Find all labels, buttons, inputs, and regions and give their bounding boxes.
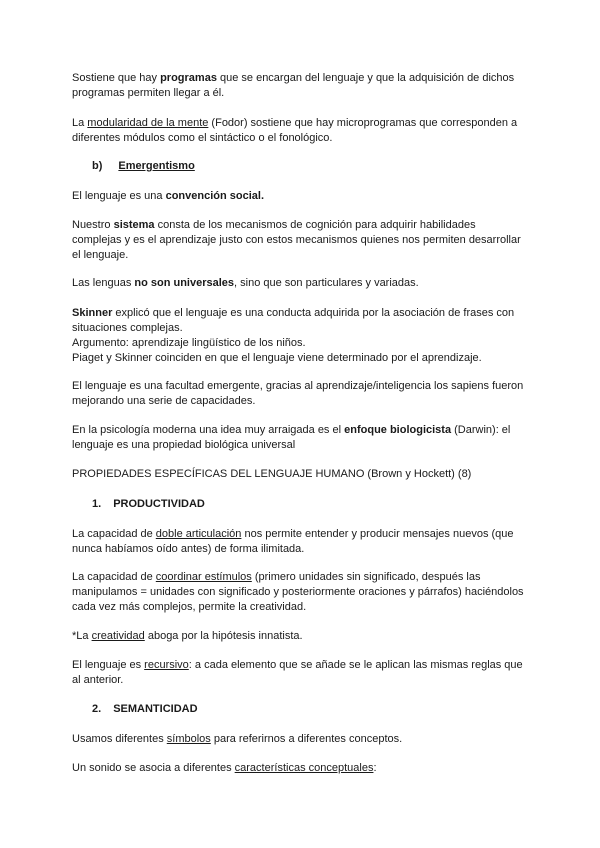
text-line: el lenguaje. <box>72 249 129 261</box>
bold-text: no son universales <box>134 277 235 289</box>
text: PROPIEDADES ESPECÍFICAS DEL LENGUAJE HUMANO (Brown y Hockett) (8) <box>72 468 472 480</box>
bold-text: sistema <box>113 219 155 231</box>
bold-text: Skinner <box>72 307 113 319</box>
heading-productividad <box>92 497 552 512</box>
text: : a cada elemento que se añade se le aplican las mismas reglas que <box>188 659 523 671</box>
paragraph-sistema <box>72 218 532 263</box>
text: nos permite entender y producir mensajes nuevos (que <box>241 528 514 540</box>
paragraph-biologicista <box>72 423 532 453</box>
text: Un sonido se asocia a diferentes <box>72 762 235 774</box>
text: Usamos diferentes <box>72 733 167 745</box>
text-line: nunca habíamos oído antes) de forma ilimitada. <box>72 543 305 555</box>
text-line: Argumento: aprendizaje lingüístico de los niños. <box>72 337 306 349</box>
paragraph-simbolos <box>72 732 532 747</box>
text: En la psicología moderna una idea muy arraigada es el <box>72 424 345 436</box>
text: *La <box>72 630 92 642</box>
paragraph-universales <box>72 276 532 291</box>
heading-number: b) <box>92 160 103 172</box>
text: El lenguaje es <box>72 659 145 671</box>
text-line: al anterior. <box>72 674 124 686</box>
text: La capacidad de <box>72 528 156 540</box>
text: que se encargan del lenguaje y que la adquisición de dichos <box>216 72 515 84</box>
paragraph-doble-articulacion <box>72 527 532 557</box>
bold-text: programas <box>160 72 217 84</box>
underlined-term: modularidad de la mente <box>87 117 209 129</box>
section-title-propiedades <box>72 467 532 482</box>
text: Nuestro <box>72 219 114 231</box>
text: explicó que el lenguaje es una conducta adquirida por la asociación de frases con <box>112 307 515 319</box>
text-line: situaciones complejas. <box>72 322 183 334</box>
underlined-term: creatividad <box>91 630 145 642</box>
text-line: programas permiten llegar a él. <box>72 87 225 99</box>
underlined-term: coordinar estímulos <box>155 571 252 583</box>
underlined-term: doble articulación <box>155 528 242 540</box>
heading-number: 2. <box>92 703 102 715</box>
text-line: diferentes módulos como el sintáctico o el fonológico. <box>72 132 333 144</box>
text: para referirnos a diferentes conceptos. <box>210 733 403 745</box>
text: (primero unidades sin significado, después las <box>251 571 481 583</box>
text-line: El lenguaje es una facultad emergente, gracias al aprendizaje/inteligencia los sapiens fueron <box>72 380 524 392</box>
text-line: lenguaje es una propiedad biológica universal <box>72 439 296 451</box>
text: aboga por la hipótesis innatista. <box>144 630 303 642</box>
text: La capacidad de <box>72 571 156 583</box>
text: (Fodor) sostiene que hay microprogramas que corresponden a <box>208 117 518 129</box>
text: (Darwin): el <box>451 424 511 436</box>
text: Sostiene que hay <box>72 72 161 84</box>
text-line: complejas y es el aprendizaje justo con estos mecanismos quienes nos permiten desarrollar <box>72 234 521 246</box>
text: La <box>72 117 88 129</box>
heading-title: PRODUCTIVIDAD <box>113 498 205 510</box>
text: El lenguaje es una <box>72 190 166 202</box>
paragraph-programas <box>72 71 532 101</box>
heading-number: 1. <box>92 498 102 510</box>
heading-emergentismo <box>92 159 552 174</box>
text-line: manipulamos = unidades con significado y posteriormente oraciones y párrafos) haciéndolos <box>72 586 524 598</box>
text: , sino que son particulares y variadas. <box>234 277 419 289</box>
heading-title: SEMANTICIDAD <box>113 703 198 715</box>
text: consta de los mecanismos de cognición para adquirir habilidades <box>154 219 476 231</box>
underlined-term: símbolos <box>166 733 211 745</box>
paragraph-skinner <box>72 306 532 366</box>
bold-text: convención social. <box>165 190 264 202</box>
text: Las lenguas <box>72 277 135 289</box>
text-line: Piaget y Skinner coinciden en que el lenguaje viene determinado por el aprendizaje. <box>72 352 482 364</box>
underlined-term: recursivo <box>144 659 189 671</box>
heading-semanticidad <box>92 702 552 717</box>
underlined-term: características conceptuales <box>234 762 374 774</box>
heading-title: Emergentismo <box>118 160 195 172</box>
bold-text: enfoque biologicista <box>344 424 452 436</box>
paragraph-convencion <box>72 189 532 204</box>
paragraph-modularidad <box>72 116 532 146</box>
text-line: cada vez más complejos, permite la creatividad. <box>72 601 307 613</box>
paragraph-facultad-emergente <box>72 379 532 409</box>
text-line: mejorando una serie de capacidades. <box>72 395 256 407</box>
text: : <box>373 762 377 774</box>
paragraph-creatividad <box>72 629 532 644</box>
paragraph-caracteristicas <box>72 761 532 776</box>
paragraph-coordinar-estimulos <box>72 570 532 615</box>
paragraph-recursivo <box>72 658 532 688</box>
